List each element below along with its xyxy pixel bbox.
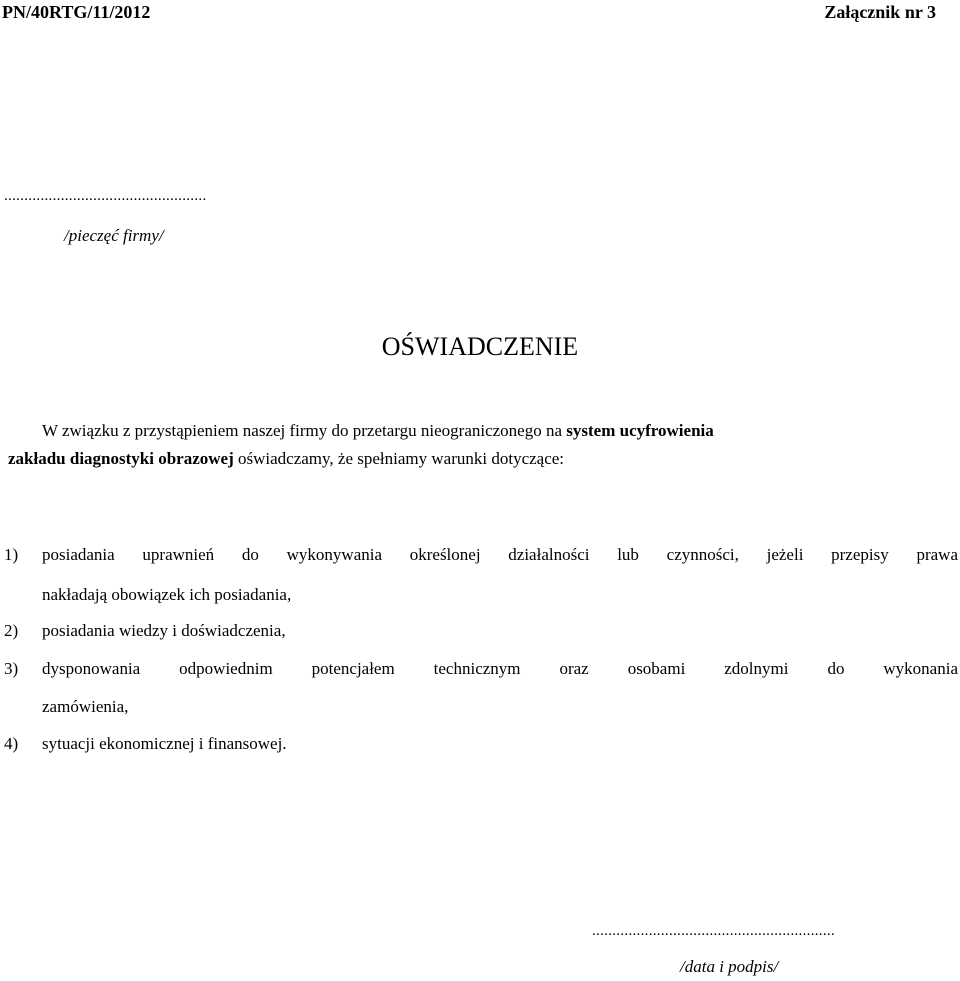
intro-subject-part-1: system ucyfrowienia	[566, 421, 714, 440]
annex-number: Załącznik nr 3	[824, 2, 936, 22]
list-item-text: sytuacji ekonomicznej i finansowej.	[42, 734, 287, 753]
intro-text-end: oświadczamy, że spełniamy warunki dotyczące:	[233, 449, 565, 468]
document-title: OŚWIADCZENIE	[381, 332, 579, 361]
intro-line-2	[8, 449, 912, 469]
list-item-text: posiadania wiedzy i doświadczenia,	[42, 621, 286, 640]
signature-label: /data i podpis/	[680, 957, 779, 976]
list-item-text: dysponowania odpowiednim potencjałem technicznym oraz osobami zdolnymi do wykonania	[42, 659, 958, 678]
stamp-label: /pieczęć firmy/	[64, 226, 164, 245]
document-reference: PN/40RTG/11/2012	[2, 2, 151, 22]
intro-subject-part-2: zakładu diagnostyki obrazowej	[8, 449, 234, 468]
list-item-text-continued: zamówienia,	[42, 697, 129, 716]
signature-dotted-line: ............................................................	[592, 923, 835, 939]
list-item-text-continued: nakładają obowiązek ich posiadania,	[42, 585, 292, 604]
list-item-number: 1)	[4, 545, 19, 564]
list-item-number: 3)	[4, 659, 19, 678]
stamp-dotted-line: ..................................................	[4, 188, 207, 204]
list-item-text: posiadania uprawnień do wykonywania określonej działalności lub czynności, jeżeli przepisy prawa	[42, 545, 958, 564]
list-item-number: 2)	[4, 621, 19, 640]
intro-line-1	[0, 421, 904, 441]
intro-text: W związku z przystąpieniem naszej firmy do przetargu nieograniczonego na	[42, 421, 567, 440]
list-item-number: 4)	[4, 734, 19, 753]
